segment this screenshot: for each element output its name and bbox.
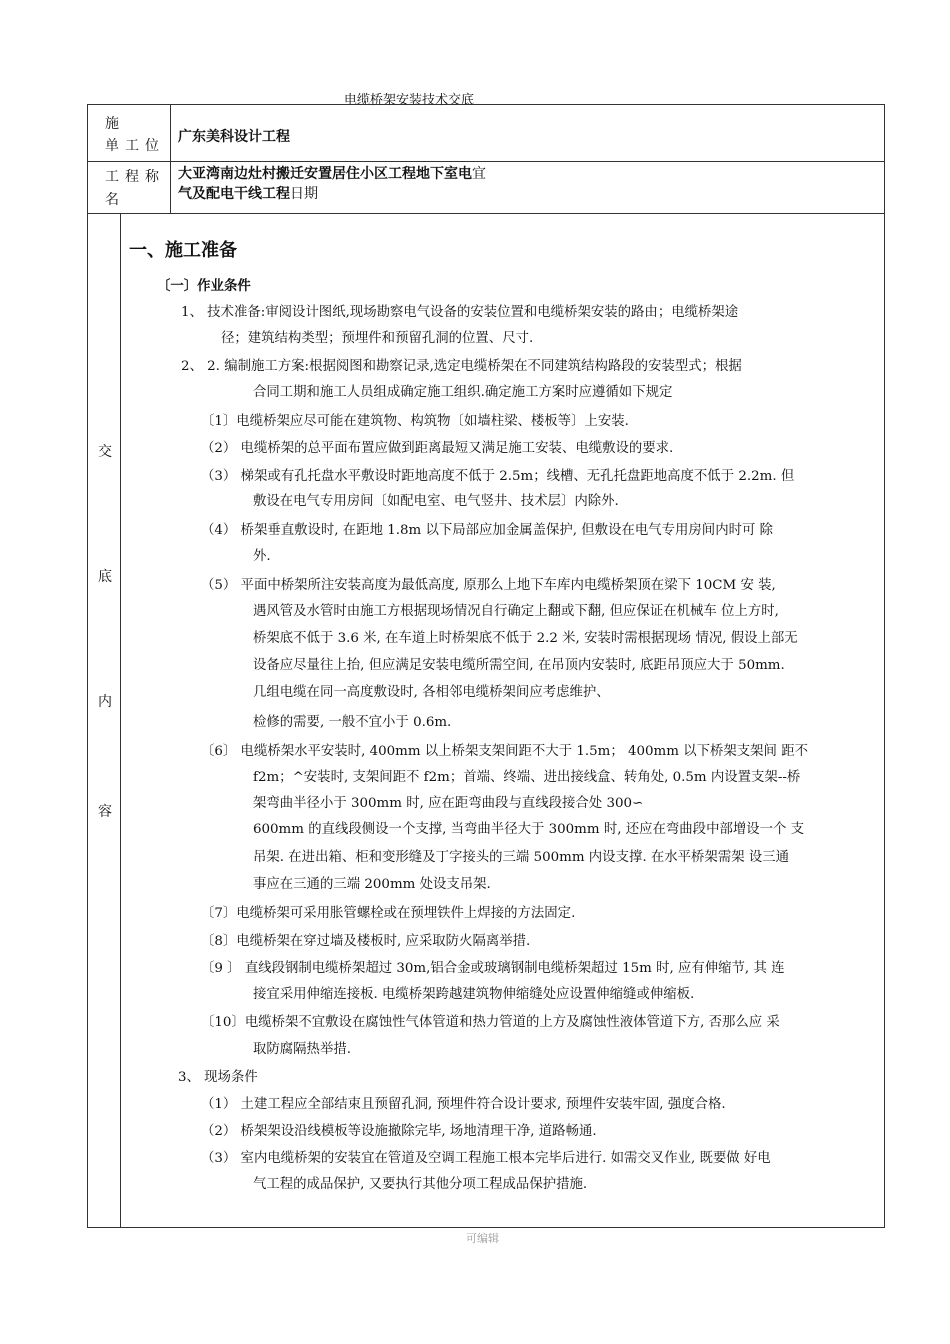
body-line: （2） 电缆桥架的总平面布置应做到距离最短又满足施工安装、电缆敷设的要求. — [201, 441, 674, 456]
section-heading: 一、施工准备 — [129, 240, 237, 261]
body-line: 接宜采用伸缩连接板. 电缆桥架跨越建筑物伸缩缝处应设置伸缩缝或伸缩板. — [253, 987, 695, 1002]
body-line: 取防腐隔热举措. — [253, 1042, 351, 1057]
side-label-char: 底 — [98, 569, 112, 585]
body-line: 径；建筑结构类型；预埋件和预留孔洞的位置、尺寸. — [221, 331, 534, 346]
body-line: （4） 桥架垂直敷设时, 在距地 1.8m 以下局部应加金属盖保护, 但敷设在电气专用房间内时可 除 — [201, 523, 774, 538]
date-label: 日期 — [290, 186, 318, 202]
body-line: 合同工期和施工人员组成确定施工组织.确定施工方案时应遵循如下规定 — [253, 385, 673, 400]
body-line: 〔6〕 电缆桥架水平安装时, 400mm 以上桥架支架间距不大于 1.5m； 400mm 以下桥架支架间 距不 — [201, 744, 808, 759]
document-title: 电缆桥架安装技术交底 — [344, 93, 475, 108]
project-label-line1: 工程称 — [105, 169, 165, 185]
unit-label-line1: 施 — [105, 116, 125, 132]
project-label-line2: 名 — [105, 192, 125, 208]
side-column-divider — [120, 213, 121, 1228]
body-line: 3、 现场条件 — [178, 1070, 258, 1085]
row-divider — [88, 213, 884, 214]
body-line: 外. — [253, 549, 271, 564]
body-line: 事应在三通的三端 200mm 处设支吊架. — [253, 877, 491, 892]
row-divider — [88, 161, 884, 162]
body-line: （3） 室内电缆桥架的安装宜在管道及空调工程施工根本完毕后进行. 如需交叉作业, 既要做 好电 — [201, 1151, 771, 1166]
body-line: 检修的需要, 一般不宜小于 0.6m. — [253, 715, 452, 730]
body-line: 遇风管及水管时由施工方根据现场情况自行确定上翻或下翻, 但应保证在机械车 位上方时, — [253, 604, 779, 619]
body-line: 〔9 〕 直线段钢制电缆桥架超过 30m,铝合金或玻璃钢制电缆桥架超过 15m 时, 应有伸缩节, 其 连 — [201, 961, 785, 976]
project-name-line2 — [178, 183, 318, 203]
body-line: 〔1〕电缆桥架应尽可能在建筑物、构筑物〔如墙柱梁、楼板等〕上安装. — [201, 414, 629, 429]
label-column-divider — [170, 105, 171, 213]
body-line: 600mm 的直线段侧设一个支撑, 当弯曲半径大于 300mm 时, 还应在弯曲段中部增设一个 支 — [253, 822, 805, 837]
body-line: 几组电缆在同一高度敷设时, 各相邻电缆桥架间应考虑维护、 — [253, 685, 610, 700]
body-line: 桥架底不低于 3.6 米, 在车道上时桥架底不低于 2.2 米, 安装时需根据现场 情况, 假设上部无 — [253, 631, 798, 646]
subsection-heading: 〔一〕作业条件 — [157, 279, 251, 294]
side-label-char: 交 — [98, 444, 112, 460]
body-line: f2m；^安装时, 支架间距不 f2m；首端、终端、进出接线盒、转角处, 0.5m 内设置支架--桥 — [253, 770, 801, 785]
body-line: 〔8〕电缆桥架在穿过墙及楼板时, 应采取防火隔离举措. — [201, 934, 531, 949]
body-line: （1） 土建工程应全部结束且预留孔洞, 预埋件符合设计要求, 预埋件安装牢固, 强度合格. — [201, 1097, 726, 1112]
construction-unit-value: 广东美科设计工程 — [178, 129, 290, 145]
body-line: （5） 平面中桥架所注安装高度为最低高度, 原那么上地下车库内电缆桥架顶在梁下 10CM 安 装, — [201, 578, 776, 593]
body-line: 〔10〕电缆桥架不宜敷设在腐蚀性气体管道和热力管道的上方及腐蚀性液体管道下方, 否那么应 采 — [201, 1015, 780, 1030]
footer-watermark: 可编辑 — [466, 1232, 499, 1245]
unit-label-line2: 单工位 — [105, 138, 165, 154]
project-name-line1 — [178, 163, 486, 183]
project-name-part: 气及配电干线工程 — [178, 186, 290, 202]
body-line: 吊架. 在进出箱、柜和变形缝及丁字接头的三端 500mm 内设支撑. 在水平桥架需架 设三通 — [253, 850, 790, 865]
body-line: 2、 2. 编制施工方案:根据阅图和勘察记录,选定电缆桥架在不同建筑结构路段的安装型式；根据 — [181, 359, 742, 374]
body-line: 〔7〕电缆桥架可采用胀管螺栓或在预埋铁件上焊接的方法固定. — [201, 906, 576, 921]
body-line: （2） 桥架架设沿线模板等设施撤除完毕, 场地清理干净, 道路畅通. — [201, 1124, 597, 1139]
body-line: 敷设在电气专用房间〔如配电室、电气竖井、技术层〕内除外. — [253, 494, 619, 509]
body-line: 架弯曲半径小于 300mm 时, 应在距弯曲段与直线段接合处 300∽ — [253, 796, 644, 811]
project-name-part: 大亚湾南边灶村搬迁安置居住小区工程地下室电 — [178, 166, 472, 182]
field-label-fragment: 宜 — [472, 166, 486, 182]
body-line: 气工程的成品保护, 又要执行其他分项工程成品保护措施. — [253, 1177, 588, 1192]
side-label-char: 容 — [98, 804, 112, 820]
body-line: 1、 技术准备:审阅设计图纸,现场勘察电气设备的安装位置和电缆桥架安装的路由；电缆桥架途 — [181, 305, 739, 320]
body-line: （3） 梯架或有孔托盘水平敷设时距地高度不低于 2.5m；线槽、无孔托盘距地高度不低于 2.2m. 但 — [201, 469, 795, 484]
side-label-char: 内 — [98, 694, 112, 710]
body-line: 设备应尽量往上抬, 但应满足安装电缆所需空间, 在吊顶内安装时, 底距吊顶应大于 50mm. — [253, 658, 785, 673]
